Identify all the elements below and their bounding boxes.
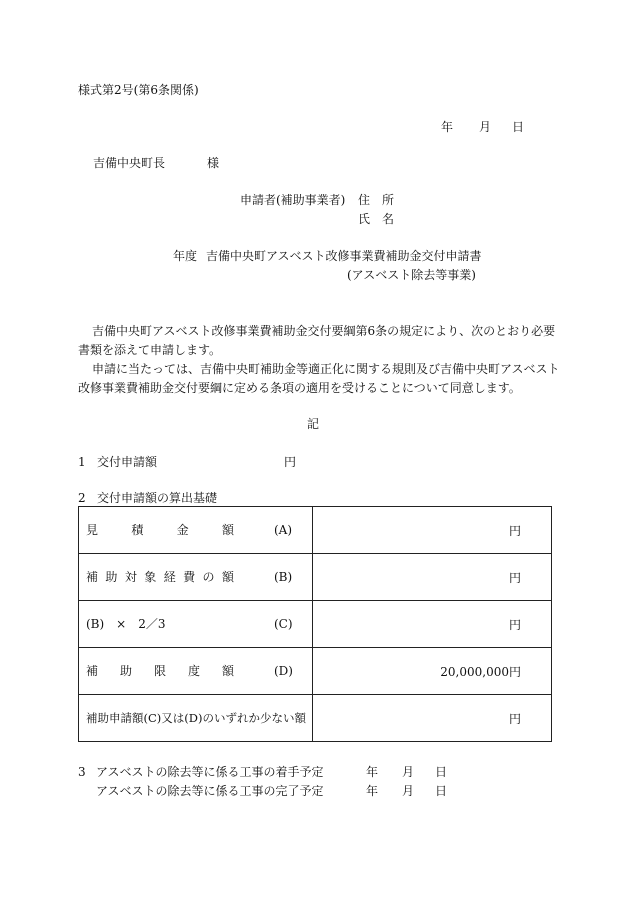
date-day: 日 <box>512 120 525 134</box>
row-label-cell <box>79 648 313 695</box>
table-row-requested <box>79 695 552 742</box>
body-para2-line1: 申請に当たっては、吉備中央町補助金等適正化に関する規則及び吉備中央町アスベスト <box>92 362 560 376</box>
eligible-cost-value[interactable]: 円 <box>313 554 552 601</box>
row-label-cell <box>79 507 313 554</box>
item3-end-label: アスベストの除去等に係る工事の完了予定 <box>96 784 324 798</box>
row-label-cell <box>79 695 313 742</box>
start-month: 月 <box>402 765 415 779</box>
limit-value: 20,000,000円 <box>313 648 552 695</box>
end-month: 月 <box>402 784 415 798</box>
item1-unit: 円 <box>284 455 297 469</box>
title-prefix: 年度 <box>173 249 198 263</box>
form-number: 様式第2号(第6条関係) <box>78 83 199 97</box>
requested-value[interactable]: 円 <box>313 695 552 742</box>
body-para1-line2: 書類を添えて申請します。 <box>78 343 222 357</box>
date-month: 月 <box>479 120 492 134</box>
end-day: 日 <box>435 784 448 798</box>
applicant-address-label: 住 所 <box>358 193 395 207</box>
addressee-name: 吉備中央町長 <box>93 156 166 170</box>
table-row-limit <box>79 648 552 695</box>
table-row-formula <box>79 601 552 648</box>
title-main: 吉備中央町アスベスト改修事業費補助金交付申請書 <box>206 249 482 263</box>
calculation-table <box>78 506 552 742</box>
requested-label: 補助申請額(C)又は(D)のいずれか少ない額 <box>86 711 306 725</box>
limit-label: 補 助 限 度 額 <box>86 664 234 678</box>
code-c: (C) <box>274 617 293 631</box>
body-para2-line2: 改修事業費補助金交付要綱に定める条項の適用を受けることについて同意します。 <box>78 381 521 395</box>
table-row-estimate <box>79 507 552 554</box>
estimate-value[interactable]: 円 <box>313 507 552 554</box>
item2-number: 2 <box>78 491 86 505</box>
applicant-label: 申請者(補助事業者) <box>240 193 346 207</box>
code-b: (B) <box>274 570 293 584</box>
item1-label: 交付申請額 <box>97 455 158 469</box>
estimate-label: 見 積 金 額 <box>86 523 234 537</box>
start-day: 日 <box>435 765 448 779</box>
title-sub: (アスベスト除去等事業) <box>347 268 476 282</box>
item3-number: 3 <box>78 765 86 779</box>
date-year: 年 <box>441 120 454 134</box>
addressee-honorific: 様 <box>207 156 220 170</box>
row-label-cell <box>79 601 313 648</box>
end-year: 年 <box>366 784 379 798</box>
item1-number: 1 <box>78 455 86 469</box>
ki-heading: 記 <box>307 417 320 431</box>
applicant-name-label: 氏 名 <box>358 212 395 226</box>
eligible-cost-label: 補 助 対 象 経 費 の 額 <box>86 570 234 584</box>
body-para1-line1: 吉備中央町アスベスト改修事業費補助金交付要綱第6条の規定により、次のとおり必要 <box>92 324 556 338</box>
start-year: 年 <box>366 765 379 779</box>
item2-label: 交付申請額の算出基礎 <box>97 491 218 505</box>
code-d: (D) <box>274 664 293 678</box>
item3-start-label: アスベストの除去等に係る工事の着手予定 <box>96 765 324 779</box>
table-row-eligible-cost <box>79 554 552 601</box>
formula-label: (B) × 2／3 <box>86 617 166 631</box>
formula-value[interactable]: 円 <box>313 601 552 648</box>
row-label-cell <box>79 554 313 601</box>
code-a: (A) <box>274 523 293 537</box>
